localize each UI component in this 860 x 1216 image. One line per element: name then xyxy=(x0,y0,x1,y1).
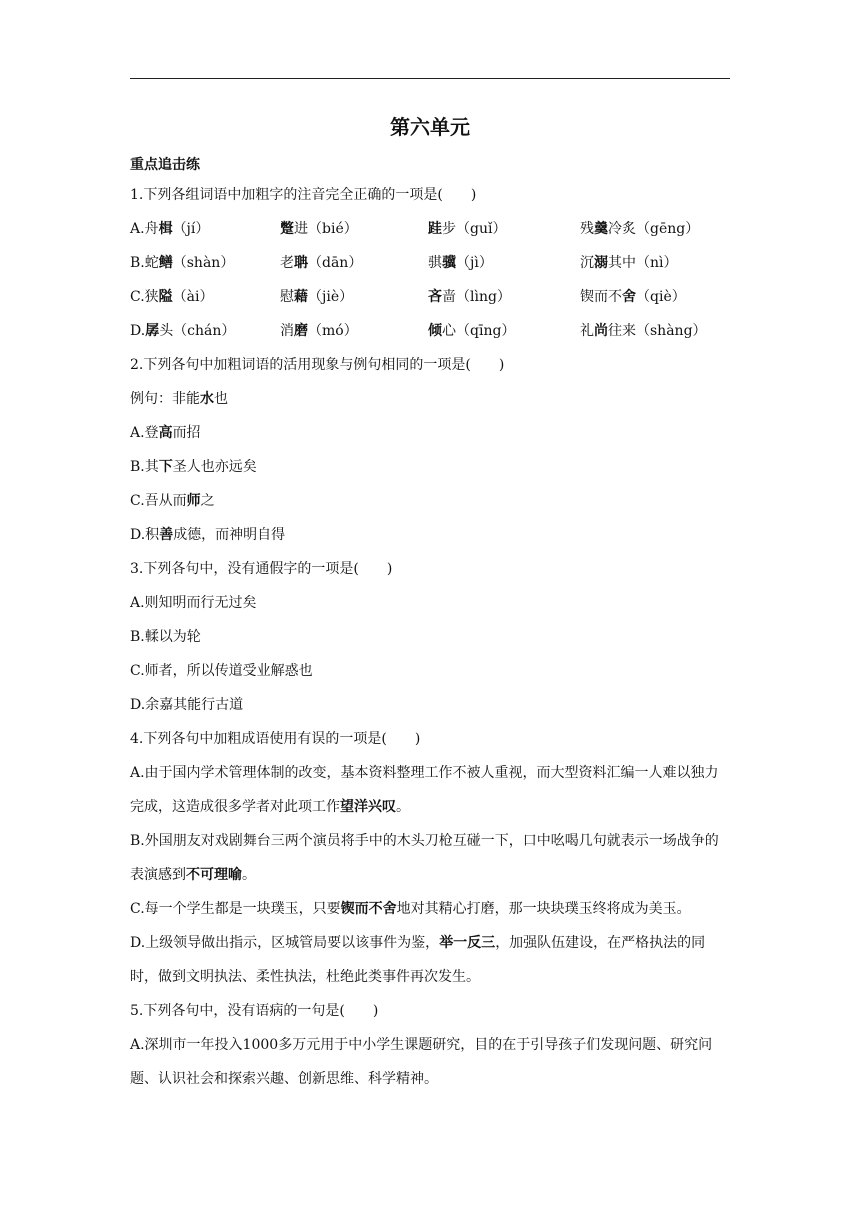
word-pre: 残 xyxy=(580,221,594,237)
word-pre: A.舟 xyxy=(130,221,159,237)
option-pre: A.由于国内学术管理体制的改变，基本资料整理工作不被人重视，而大型资料汇编一人难以独力完成，这造成很多学者对此项工作 xyxy=(130,765,719,815)
option-bold: 善 xyxy=(159,527,174,543)
word-bold: 孱 xyxy=(145,323,160,339)
word-pre: 沉 xyxy=(580,255,594,271)
word-pre: 慰 xyxy=(280,289,294,305)
question-5-option-a: A.深圳市一年投入1000多万元用于中小学生课题研究，目的在于引导孩子们发现问题、研究问题、认识社会和探索兴趣、创新思维、科学精神。 xyxy=(130,1037,713,1087)
option-post: ，加强队伍建设，在严格执法的同时，做到文明执法、柔性执法，杜绝此类事件再次发生。 xyxy=(130,935,706,985)
option-post: 。 xyxy=(242,867,256,883)
option-post: 地对其精心打磨，那一块块璞玉终将成为美玉。 xyxy=(396,901,691,917)
word-pre: 老 xyxy=(280,255,294,271)
option-row xyxy=(130,246,730,280)
page-title: 第六单元 xyxy=(390,115,470,139)
word-post: 步（guǐ） xyxy=(442,221,507,237)
word-post: （ài） xyxy=(172,289,214,305)
word-post: （shàn） xyxy=(172,255,235,271)
option-pre: B.其 xyxy=(130,459,159,475)
question-1-stem: 1.下列各组词语中加粗字的注音完全正确的一项是( ) xyxy=(130,187,477,203)
word-post: 冷炙（gēng） xyxy=(608,221,700,237)
option-cell xyxy=(130,212,280,246)
option-cell xyxy=(428,212,580,246)
word-post: （jiè） xyxy=(308,289,354,305)
example-bold: 水 xyxy=(200,391,214,407)
question-3-option-c: C.师者，所以传道受业解惑也 xyxy=(130,663,313,679)
option-row xyxy=(130,314,730,348)
word-bold: 尚 xyxy=(594,323,608,339)
option-bold: 锲而不舍 xyxy=(340,901,397,917)
option-cell xyxy=(280,314,428,348)
option-pre: B.外国朋友对戏剧舞台三两个演员将手中的木头刀枪互碰一下，口中吆喝几句就表示一场战争的表演感到 xyxy=(130,833,719,883)
option-cell xyxy=(580,246,730,280)
word-post: 头（chán） xyxy=(159,323,236,339)
option-post: 。 xyxy=(396,799,410,815)
option-bold: 师 xyxy=(186,493,201,509)
word-post: （dān） xyxy=(308,255,363,271)
option-post: 而招 xyxy=(172,425,201,441)
word-pre: 礼 xyxy=(580,323,594,339)
question-2-stem: 2.下列各句中加粗词语的活用现象与例句相同的一项是( ) xyxy=(130,357,505,373)
option-pre: D.积 xyxy=(130,527,160,543)
option-cell xyxy=(580,212,730,246)
option-post: 成德，而神明自得 xyxy=(173,527,286,543)
word-bold: 蹩 xyxy=(280,221,294,237)
question-2-option xyxy=(130,450,730,484)
example-text: 例句：非能 xyxy=(130,391,200,407)
option-row xyxy=(130,280,730,314)
word-bold: 鳝 xyxy=(158,255,173,271)
document-body xyxy=(130,112,730,1096)
option-pre: D.上级领导做出指示，区城管局要以该事件为鉴， xyxy=(130,935,440,951)
option-row xyxy=(130,212,730,246)
question-3-stem: 3.下列各句中，没有通假字的一项是( ) xyxy=(130,561,393,577)
question-2-option xyxy=(130,484,730,518)
option-bold: 下 xyxy=(158,459,173,475)
word-bold: 舍 xyxy=(622,289,636,305)
option-cell xyxy=(280,212,428,246)
question-4-option xyxy=(130,926,730,994)
option-pre: A.登 xyxy=(130,425,159,441)
word-post: 往来（shàng） xyxy=(608,323,707,339)
word-post: 其中（nì） xyxy=(608,255,678,271)
option-cell xyxy=(280,246,428,280)
word-pre: 骐 xyxy=(428,255,442,271)
word-bold: 跬 xyxy=(428,221,442,237)
option-post: 圣人也亦远矣 xyxy=(172,459,257,475)
word-bold: 骥 xyxy=(442,255,456,271)
question-4-options xyxy=(130,756,730,994)
word-bold: 隘 xyxy=(158,289,173,305)
option-cell xyxy=(580,280,730,314)
word-bold: 楫 xyxy=(158,221,173,237)
word-post: （qiè） xyxy=(636,289,686,305)
word-pre: C.狭 xyxy=(130,289,159,305)
option-cell xyxy=(280,280,428,314)
word-bold: 吝 xyxy=(428,289,442,305)
word-post: 心（qīng） xyxy=(442,323,516,339)
question-2-example xyxy=(130,382,730,416)
option-pre: C.吾从而 xyxy=(130,493,187,509)
question-2-options xyxy=(130,416,730,552)
word-post: （jì） xyxy=(456,255,493,271)
word-pre: 锲而不 xyxy=(580,289,622,305)
option-cell xyxy=(130,314,280,348)
question-5-stem: 5.下列各句中，没有语病的一句是( ) xyxy=(130,1003,379,1019)
option-cell xyxy=(428,314,580,348)
question-3-option-d: D.余嘉其能行古道 xyxy=(130,697,244,713)
question-1-options xyxy=(130,212,730,348)
question-3-option-b: B.輮以为轮 xyxy=(130,629,201,645)
option-bold: 高 xyxy=(158,425,173,441)
option-bold: 不可理喻 xyxy=(186,867,242,883)
word-bold: 聃 xyxy=(294,255,308,271)
question-2-option xyxy=(130,416,730,450)
word-bold: 羹 xyxy=(594,221,608,237)
word-post: （mó） xyxy=(308,323,358,339)
question-4-option xyxy=(130,824,730,892)
word-post: 进（bié） xyxy=(294,221,358,237)
option-cell xyxy=(428,280,580,314)
question-4-stem: 4.下列各句中加粗成语使用有误的一项是( ) xyxy=(130,731,421,747)
word-pre: B.蛇 xyxy=(130,255,159,271)
question-2-option xyxy=(130,518,730,552)
word-bold: 溺 xyxy=(594,255,608,271)
word-pre: 消 xyxy=(280,323,294,339)
option-bold: 举一反三 xyxy=(439,935,496,951)
option-cell xyxy=(130,246,280,280)
section-heading: 重点追击练 xyxy=(130,157,200,173)
option-post: 之 xyxy=(200,493,215,509)
option-cell xyxy=(130,280,280,314)
word-bold: 倾 xyxy=(428,323,442,339)
word-post: （jí） xyxy=(172,221,210,237)
option-cell xyxy=(580,314,730,348)
word-bold: 磨 xyxy=(294,323,308,339)
word-bold: 藉 xyxy=(294,289,308,305)
question-3-option-a: A.则知明而行无过矣 xyxy=(130,595,257,611)
option-cell xyxy=(428,246,580,280)
example-text-end: 也 xyxy=(214,391,228,407)
option-pre: C.每一个学生都是一块璞玉，只要 xyxy=(130,901,341,917)
option-bold: 望洋兴叹 xyxy=(340,799,396,815)
question-4-option xyxy=(130,756,730,824)
header-rule xyxy=(130,78,730,79)
question-4-option xyxy=(130,892,730,926)
word-post: 啬（lìng） xyxy=(442,289,511,305)
word-pre: D. xyxy=(130,323,146,339)
